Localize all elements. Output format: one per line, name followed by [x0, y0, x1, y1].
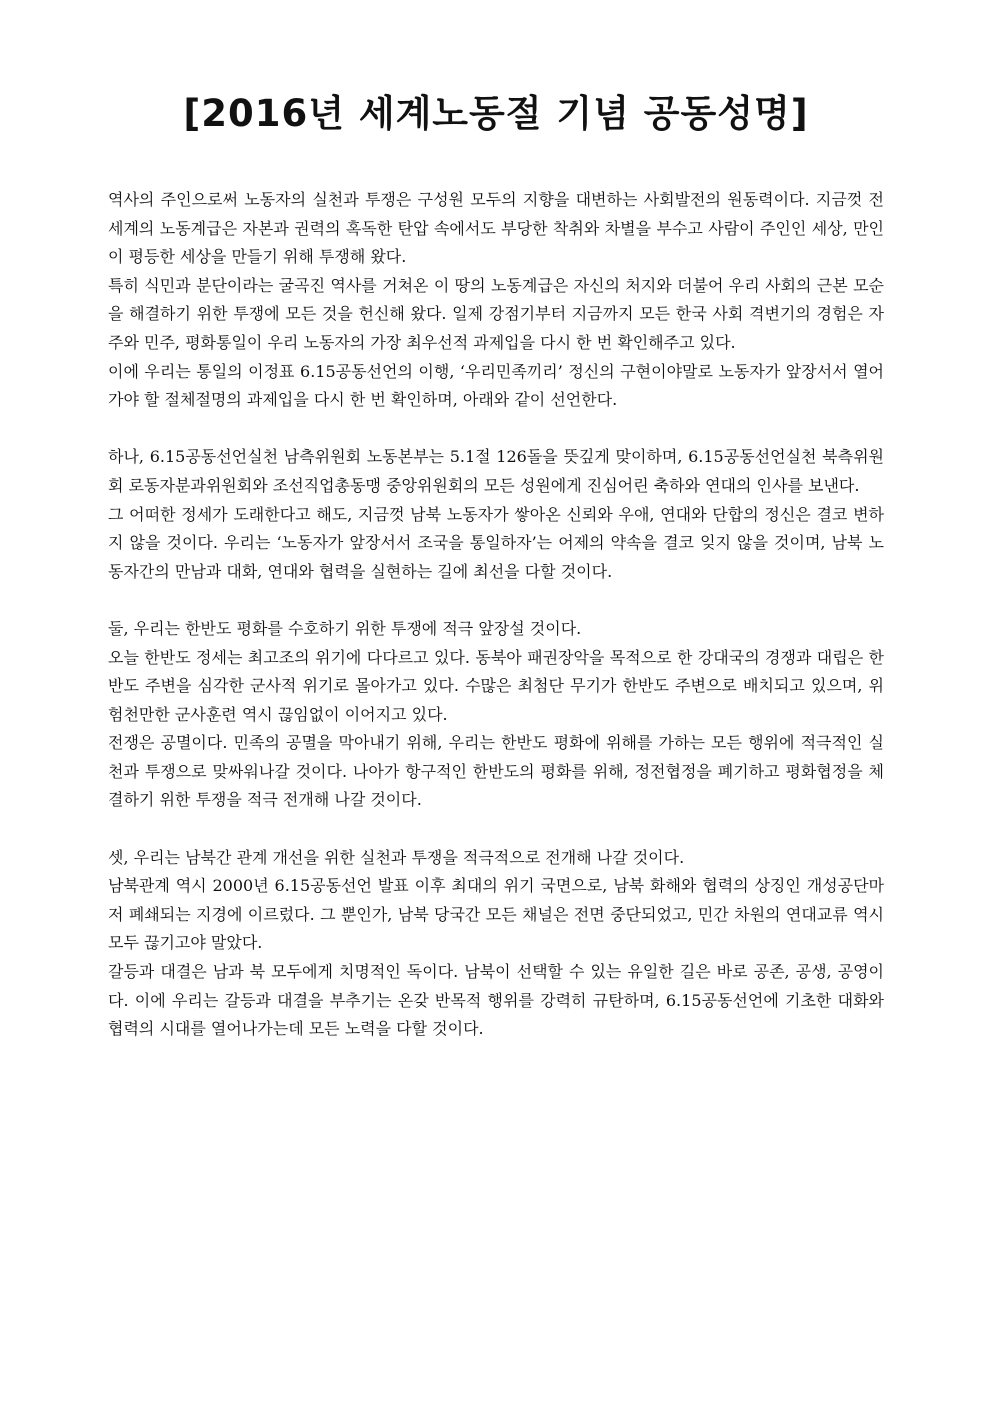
intro-paragraph-3: 이에 우리는 통일의 이정표 6.15공동선언의 이행, ‘우리민족끼리’ 정신의 구현이야말로 노동자가 앞장서서 열어가야 할 절체절명의 과제입을 다시 한 번 확인하며, 아래와 같이 선언한다.	[108, 361, 884, 410]
document-body	[108, 186, 884, 1044]
section-3-paragraph-2: 갈등과 대결은 남과 북 모두에게 치명적인 독이다. 남북이 선택할 수 있는 유일한 길은 바로 공존, 공생, 공영이다. 이에 우리는 갈등과 대결을 부추기는 온갖 반목적 행위를 강력히 규탄하며, 6.15공동선언에 기초한 대화와 협력의 시대를 열어나가는데 모든 노력을 다할 것이다.	[108, 962, 884, 1039]
document-title: [2016년 세계노동절 기념 공동성명]	[183, 92, 809, 135]
section-2-paragraph-1: 오늘 한반도 정세는 최고조의 위기에 다다르고 있다. 동북아 패권장악을 목적으로 한 강대국의 경쟁과 대립은 한반도 주변을 심각한 군사적 위기로 몰아가고 있다. 수많은 최첨단 무기가 한반도 주변으로 배치되고 있으며, 위험천만한 군사훈련 역시 끊임없이 이어지고 있다.	[108, 647, 884, 724]
intro-paragraph-2: 특히 식민과 분단이라는 굴곡진 역사를 거쳐온 이 땅의 노동계급은 자신의 처지와 더불어 우리 사회의 근본 모순을 해결하기 위한 투쟁에 모든 것을 헌신해 왔다. 일제 강점기부터 지금까지 모든 한국 사회 격변기의 경험은 자주와 민주, 평화통일이 우리 노동자의 가장 최우선적 과제입을 다시 한 번 확인해주고 있다.	[108, 275, 884, 352]
section-1-paragraph-2: 그 어떠한 정세가 도래한다고 해도, 지금껏 남북 노동자가 쌓아온 신뢰와 우애, 연대와 단합의 정신은 결코 변하지 않을 것이다. 우리는 ‘노동자가 앞장서서 조국을 통일하자’는 어제의 약속을 결코 잊지 않을 것이며, 남북 노동자간의 만남과 대화, 연대와 협력을 실현하는 길에 최선을 다할 것이다.	[108, 504, 884, 581]
paragraph-spacer	[108, 815, 884, 844]
section-3-heading: 셋, 우리는 남북간 관계 개선을 위한 실천과 투쟁을 적극적으로 전개해 나갈 것이다.	[108, 847, 685, 867]
paragraph-spacer	[108, 415, 884, 444]
section-2-heading: 둘, 우리는 한반도 평화를 수호하기 위한 투쟁에 적극 앞장설 것이다.	[108, 618, 582, 638]
section-3-paragraph-1: 남북관계 역시 2000년 6.15공동선언 발표 이후 최대의 위기 국면으로, 남북 화해와 협력의 상징인 개성공단마저 폐쇄되는 지경에 이르렀다. 그 뿐인가, 남북 당국간 모든 채널은 전면 중단되었고, 민간 차원의 연대교류 역시 모두 끊기고야 말았다.	[108, 876, 884, 953]
section-1-paragraph-1: 하나, 6.15공동선언실천 남측위원회 노동본부는 5.1절 126돌을 뜻깊게 맞이하며, 6.15공동선언실천 북측위원회 로동자분과위원회와 조선직업총동맹 중앙위원회의 모든 성원에게 진심어린 축하와 연대의 인사를 보낸다.	[108, 447, 884, 495]
intro-paragraph-1: 역사의 주인으로써 노동자의 실천과 투쟁은 구성원 모두의 지향을 대변하는 사회발전의 원동력이다. 지금껏 전세계의 노동계급은 자본과 권력의 혹독한 탄압 속에서도 부당한 착취와 차별을 부수고 사람이 주인인 세상, 만인이 평등한 세상을 만들기 위해 투쟁해 왔다.	[108, 190, 884, 267]
section-2-paragraph-2: 전쟁은 공멸이다. 민족의 공멸을 막아내기 위해, 우리는 한반도 평화에 위해를 가하는 모든 행위에 적극적인 실천과 투쟁으로 맞싸워나갈 것이다. 나아가 항구적인 한반도의 평화를 위해, 정전협정을 폐기하고 평화협정을 체결하기 위한 투쟁을 적극 전개해 나갈 것이다.	[108, 733, 884, 810]
paragraph-spacer	[108, 586, 884, 615]
